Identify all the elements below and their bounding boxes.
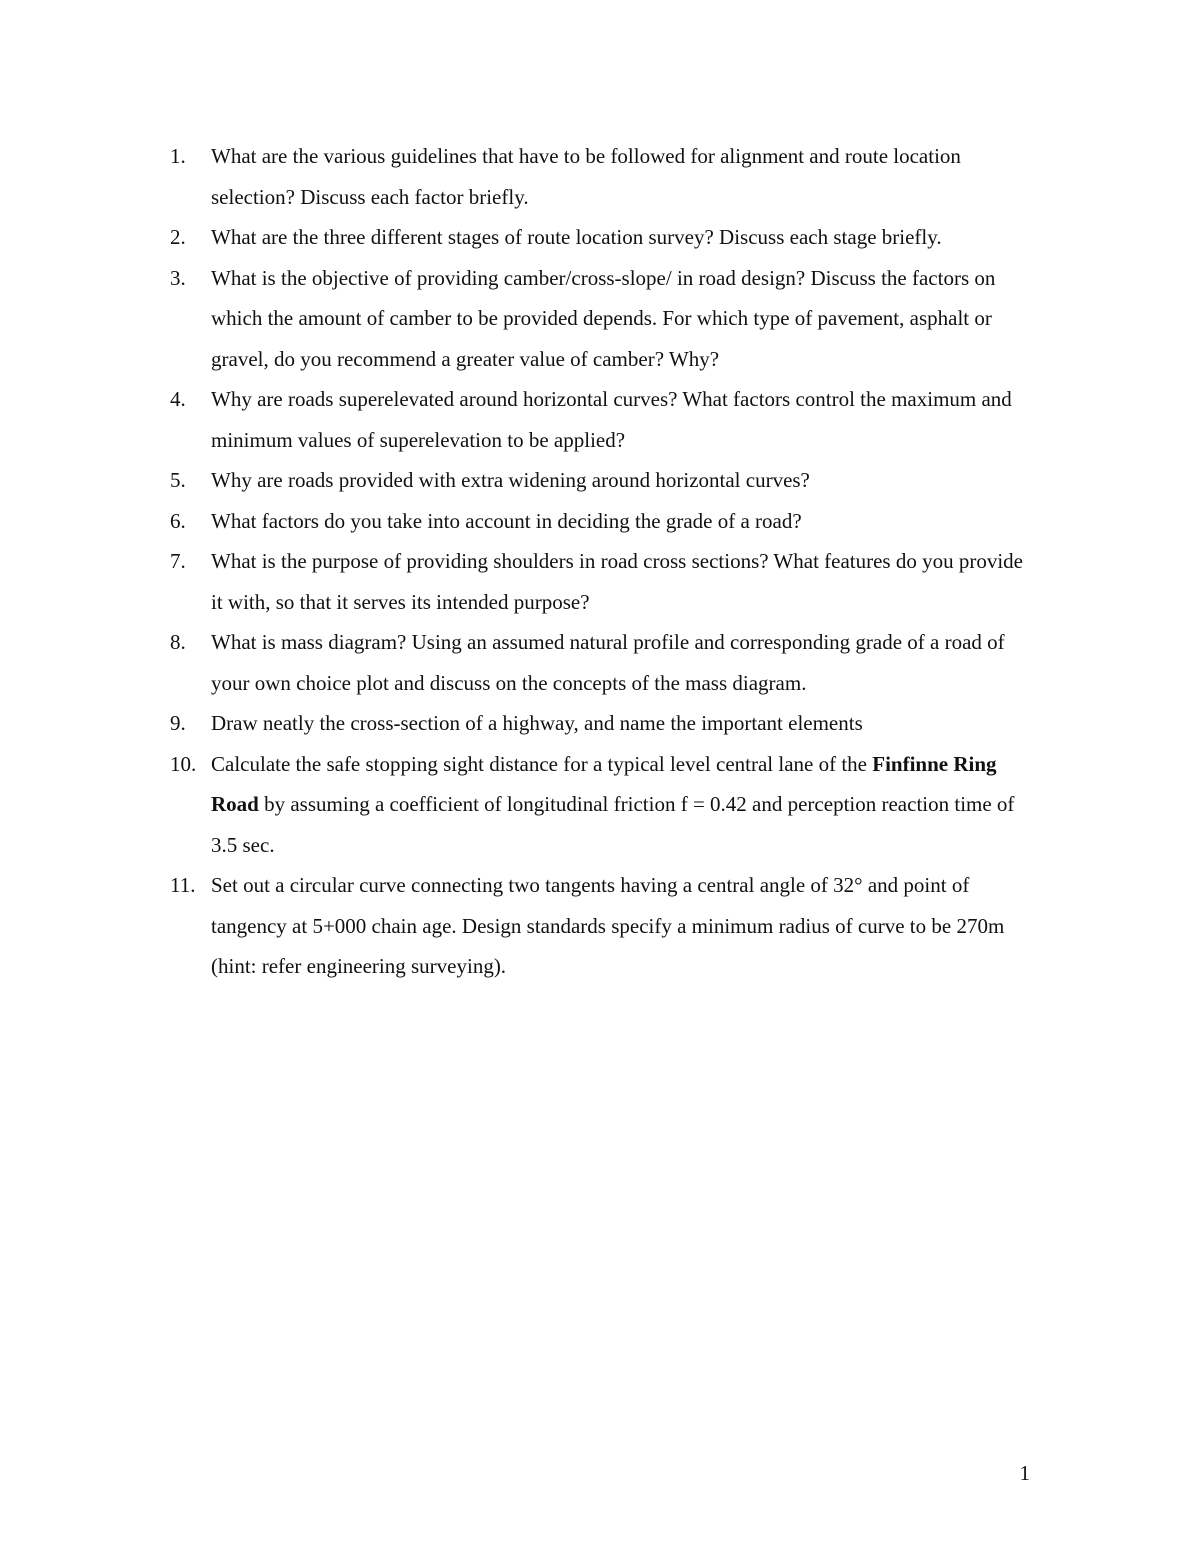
question-text-before: Calculate the safe stopping sight distance for a typical level central lane of the (211, 751, 868, 776)
question-item (170, 501, 1030, 542)
question-list (170, 136, 1030, 987)
question-number: 3. (170, 265, 186, 290)
question-number: 9. (170, 711, 186, 735)
question-text: What are the various guidelines that have to be followed for alignment and route location selection? Discuss each factor briefly. (211, 144, 961, 209)
question-item (170, 460, 1030, 501)
page-number: 1 (1019, 1461, 1030, 1485)
question-number: 1. (170, 144, 186, 168)
question-item (170, 136, 1030, 217)
question-number: 4. (170, 387, 186, 411)
question-item (170, 622, 1030, 703)
road-name-bold: Finfinne Ring Road (211, 751, 997, 816)
question-text: What is mass diagram? Using an assumed natural profile and corresponding grade of a road of your own choice plot and discuss on the concepts of the mass diagram. (211, 630, 1005, 695)
question-item (170, 217, 1030, 258)
question-number: 8. (170, 630, 186, 654)
question-item (170, 258, 1030, 380)
question-item (170, 703, 1030, 744)
question-text: What is the objective of providing camber/cross-slope/ in road design? Discuss the factors on which the amount of camber to be provided depends. For which type of pavement, asphalt or gravel, do you recommend a greater value of camber? Why? (211, 265, 996, 371)
question-text: What factors do you take into account in deciding the grade of a road? (211, 508, 802, 533)
question-item (170, 744, 1030, 866)
question-item (170, 379, 1030, 460)
question-item (170, 865, 1030, 987)
question-item (170, 541, 1030, 622)
question-text: Why are roads superelevated around horizontal curves? What factors control the maximum and minimum values of superelevation to be applied? (211, 387, 1012, 452)
question-number: 6. (170, 508, 186, 533)
question-text: What is the purpose of providing shoulders in road cross sections? What features do you provide it with, so that it serves its intended purpose? (211, 549, 1024, 614)
question-text: Set out a circular curve connecting two tangents having a central angle of 32° and point of tangency at 5+000 chain age. Design standards specify a minimum radius of curve to be 270m (hint: refer engineering surveying). (211, 873, 1005, 978)
question-number: 5. (170, 468, 186, 492)
question-text (211, 744, 1030, 866)
question-text-after: by assuming a coefficient of longitudinal friction f = 0.42 and perception reaction time of 3.5 sec. (211, 792, 1015, 857)
question-text: Why are roads provided with extra widening around horizontal curves? (211, 468, 810, 492)
question-number: 11. (170, 873, 196, 897)
question-number: 7. (170, 549, 186, 573)
question-text: What are the three different stages of route location survey? Discuss each stage briefly. (211, 225, 942, 249)
question-number: 2. (170, 225, 186, 249)
question-number: 10. (170, 751, 197, 776)
question-text: Draw neatly the cross-section of a highway, and name the important elements (211, 711, 863, 735)
